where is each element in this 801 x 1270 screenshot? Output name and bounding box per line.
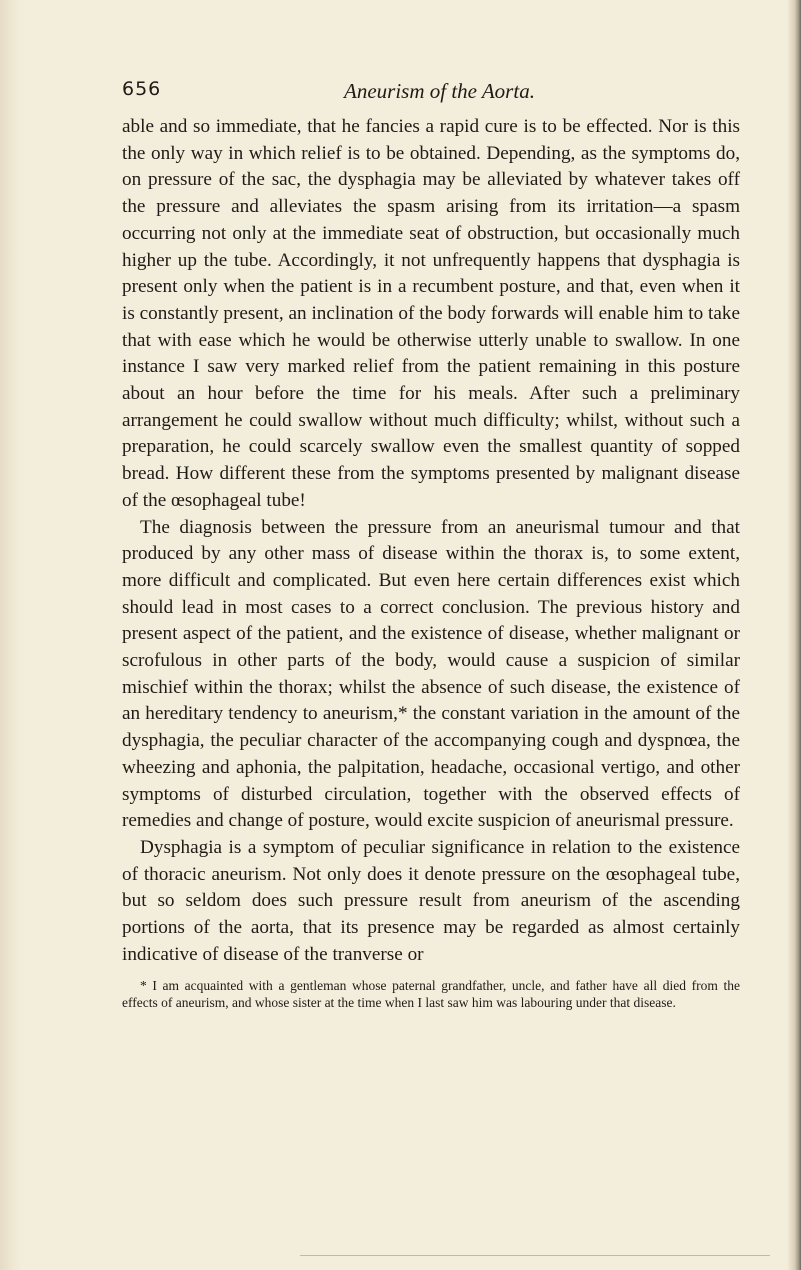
running-head [122,78,740,108]
scan-edge-right [787,0,801,1270]
footnote: * I am acquainted with a gentleman whose paternal grandfather, uncle, and father have all died from the effects of aneurism, and whose sister at the time when I last saw him was labouring under that disease. [122,977,740,1010]
paragraph-dysphagia: Dysphagia is a symptom of peculiar significance in relation to the existence of thoracic aneurism. Not only does it denote pressure on the œsophageal tube, but so seldom does such pressure result from aneurism of the ascending portions of the aorta, that its presence may be regarded as almost certainly indicative of disease of the tranverse or [122,836,740,965]
bottom-rule [300,1255,770,1256]
paragraph-diagnosis: The diagnosis between the pressure from an aneurismal tumour and that produced by any other mass of disease within the thorax is, to some extent, more difficult and complicated. But even here certain differences exist which should lead in most cases to a correct conclusion. The previous history and present aspect of the patient, and the existence of disease, whether malignant or scrofulous in other parts of the body, would cause a suspicion of similar mischief within the thorax; whilst the absence of such disease, the existence of an hereditary tendency to aneurism,* the constant variation in the amount of the dysphagia, the peculiar character of the accompanying cough and dyspnœa, the wheezing and aphonia, the palpitation, headache, occasional vertigo, and other symptoms of disturbed circulation, together with the observed effects of remedies and change of posture, would excite suspicion of aneurismal pressure. [122,516,740,832]
book-page [122,78,740,1025]
page-number: 656 [122,78,162,100]
running-title: Aneurism of the Aorta. [344,79,535,103]
paragraph-continued: able and so immediate, that he fancies a rapid cure is to be effected. Nor is this the only way in which relief is to be obtained. Depending, as the symptoms do, on pressure of the sac, the dysphagia may be alleviated by whatever takes off the pressure and alleviates the spasm arising from its irritation—a spasm occurring not only at the immediate seat of obstruction, but occasionally much higher up the tube. Accordingly, it not unfrequently happens that dysphagia is present only when the patient is in a recumbent posture, and that, even when it is constantly present, an inclination of the body forwards will enable him to take that with ease which he would be otherwise utterly unable to swallow. In one instance I saw very marked relief from the patient remaining in this posture about an hour before the time for his meals. After such a preliminary arrangement he could swallow without much difficulty; whilst, without such a preparation, he could scarcely swallow even the smallest quantity of sopped bread. How different these from the symptoms presented by malignant disease of the œsophageal tube! [122,116,740,511]
scan-edge-left [0,0,22,1270]
